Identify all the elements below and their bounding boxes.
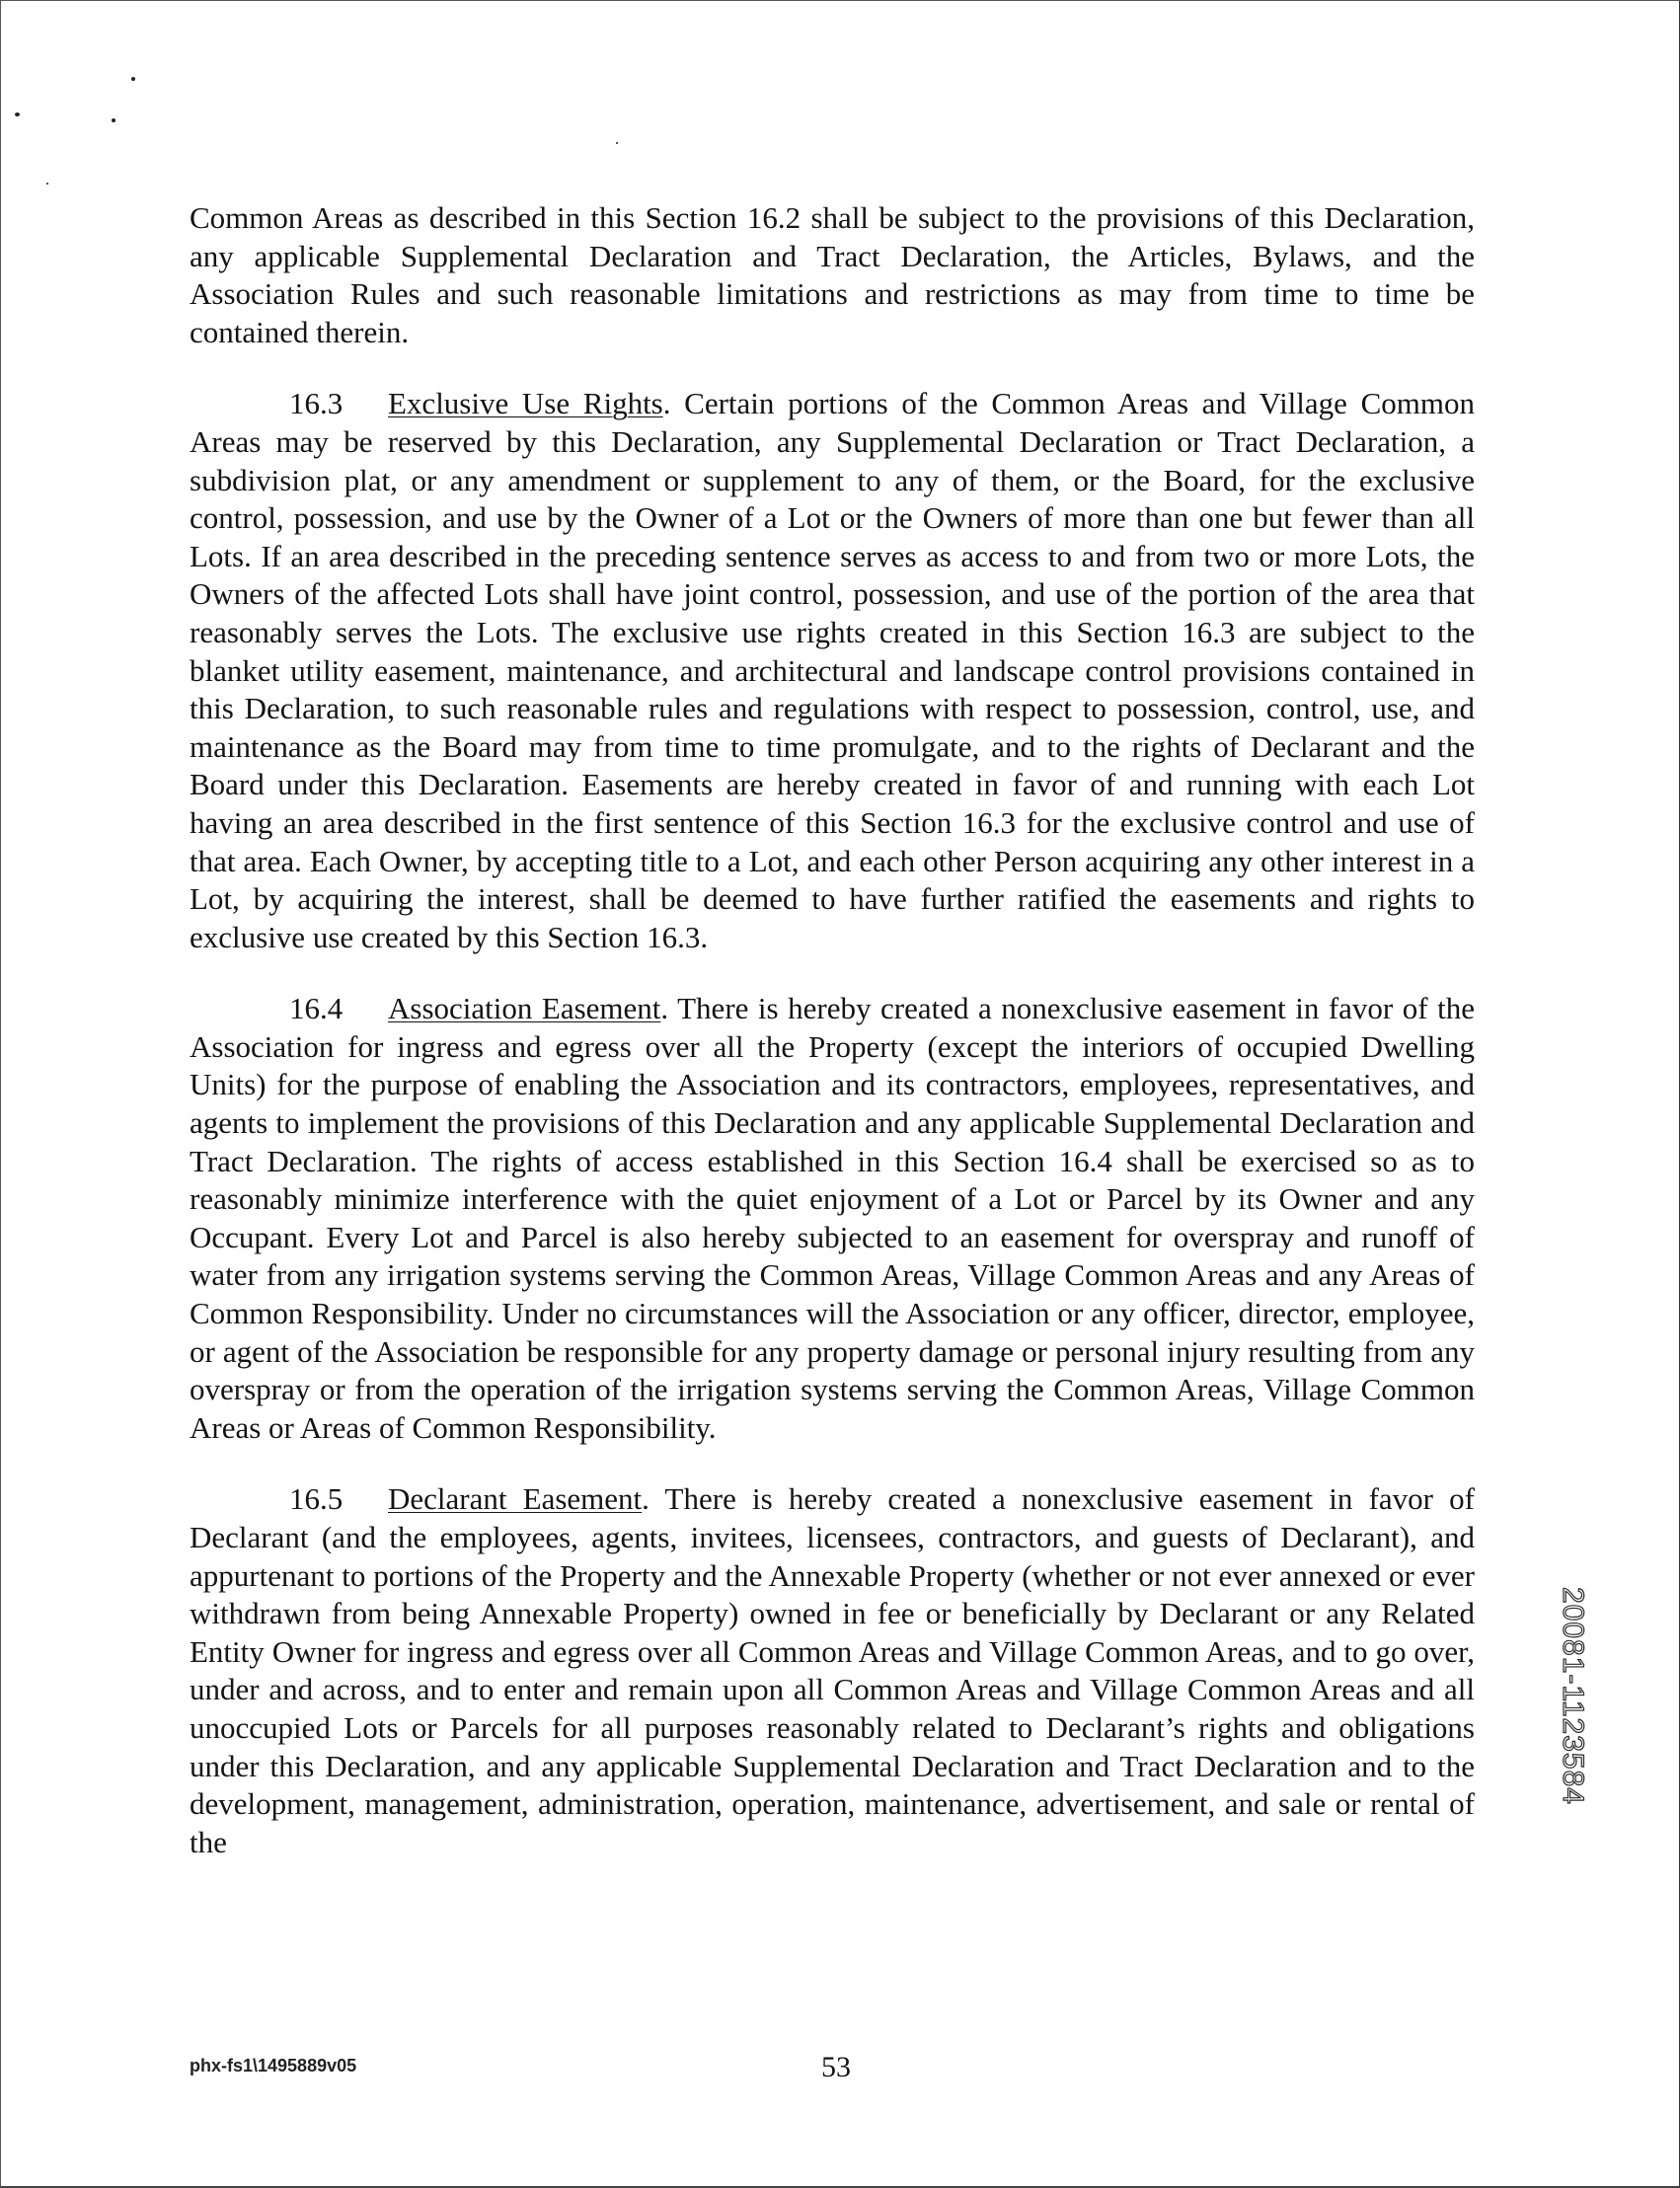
scan-speck	[46, 183, 48, 185]
section-title: Association Easement	[388, 991, 661, 1026]
section-16-4	[190, 990, 1475, 1447]
section-title: Declarant Easement	[388, 1481, 643, 1517]
section-title: Exclusive Use Rights	[388, 386, 663, 421]
section-text: . Certain portions of the Common Areas and Village Common Areas may be reserved by this Declaration, any Supplemental Declaration or Tract Declaration, a subdivision plat, or any amendment or supplement to any of them, or the Board, for the exclusive control, possession, and use by the Owner of a Lot or the Owners of more than one but fewer than all Lots. If an area described in the preceding sentence serves as access to and from two or more Lots, the Owners of the affected Lots shall have joint control, possession, and use of the portion of the area that reasonably serves the Lots. The exclusive use rights created in this Section 16.3 are subject to the blanket utility easement, maintenance, and architectural and landscape control provisions contained in this Declaration, to such reasonable rules and regulations with respect to possession, control, use, and maintenance as the Board may from time to time promulgate, and to the rights of Declarant and the Board under this Declaration. Easements are hereby created in favor of and running with each Lot having an area described in the first sentence of this Section 16.3 for the exclusive control and use of that area. Each Owner, by accepting title to a Lot, and each other Person acquiring any other interest in a Lot, by acquiring the interest, shall be deemed to have further ratified the easements and rights to exclusive use created by this Section 16.3.	[190, 386, 1475, 954]
continued-paragraph	[190, 199, 1475, 351]
section-number: 16.3	[289, 386, 344, 421]
section-16-5	[190, 1480, 1475, 1861]
section-16-3	[190, 385, 1475, 956]
section-number: 16.4	[289, 991, 344, 1026]
recording-number-stamp	[1557, 1587, 1599, 1883]
section-text: . There is hereby created a nonexclusive easement in favor of the Association for ingress and egress over all the Property (except the interiors of occupied Dwelling Units) for the purpose of enabling the Association and its contractors, employees, representatives, and agents to implement the provisions of this Declaration and any applicable Supplemental Declaration and Tract Declaration. The rights of access established in this Section 16.4 shall be exercised so as to reasonably minimize interference with the quiet enjoyment of a Lot or Parcel by its Owner and any Occupant. Every Lot and Parcel is also hereby subjected to an easement for overspray and runoff of water from any irrigation systems serving the Common Areas, Village Common Areas and any Areas of Common Responsibility. Under no circumstances will the Association or any officer, director, employee, or agent of the Association be responsible for any property damage or personal injury resulting from any overspray or from the operation of the irrigation systems serving the Common Areas, Village Common Areas or Areas of Common Responsibility.	[190, 991, 1475, 1445]
continued-paragraph-text: Common Areas as described in this Section 16.2 shall be subject to the provisions of this Declaration, any applicable Supplemental Declaration and Tract Declaration, the Articles, Bylaws, and the Association Rules and such reasonable limitations and restrictions as may from time to time be contained therein.	[190, 200, 1475, 349]
section-number: 16.5	[289, 1481, 344, 1517]
section-text: . There is hereby created a nonexclusive easement in favor of Declarant (and the employees, agents, invitees, licensees, contractors, and guests of Declarant), and appurtenant to portions of the Property and the Annexable Property (whether or not ever annexed or ever withdrawn from being Annexable Property) owned in fee or beneficially by Declarant or any Related Entity Owner for ingress and egress over all Common Areas and Village Common Areas, and to go over, under and across, and to enter and remain upon all Common Areas and Village Common Areas and all unoccupied Lots or Parcels for all purposes reasonably related to Declarant’s rights and obligations under this Declaration, and any applicable Supplemental Declaration and Tract Declaration and to the development, management, administration, operation, maintenance, advertisement, and sale or rental of the	[190, 1481, 1475, 1859]
scan-speck	[131, 77, 135, 81]
scan-speck	[15, 113, 20, 116]
scan-speck	[616, 142, 618, 144]
scan-speck	[112, 118, 115, 122]
document-body	[190, 199, 1475, 1895]
document-id-footer: phx-fs1\1495889v05	[190, 2056, 357, 2075]
recording-number-text: 20081-1123584	[1557, 1587, 1589, 1805]
page-number: 53	[821, 2051, 851, 2083]
